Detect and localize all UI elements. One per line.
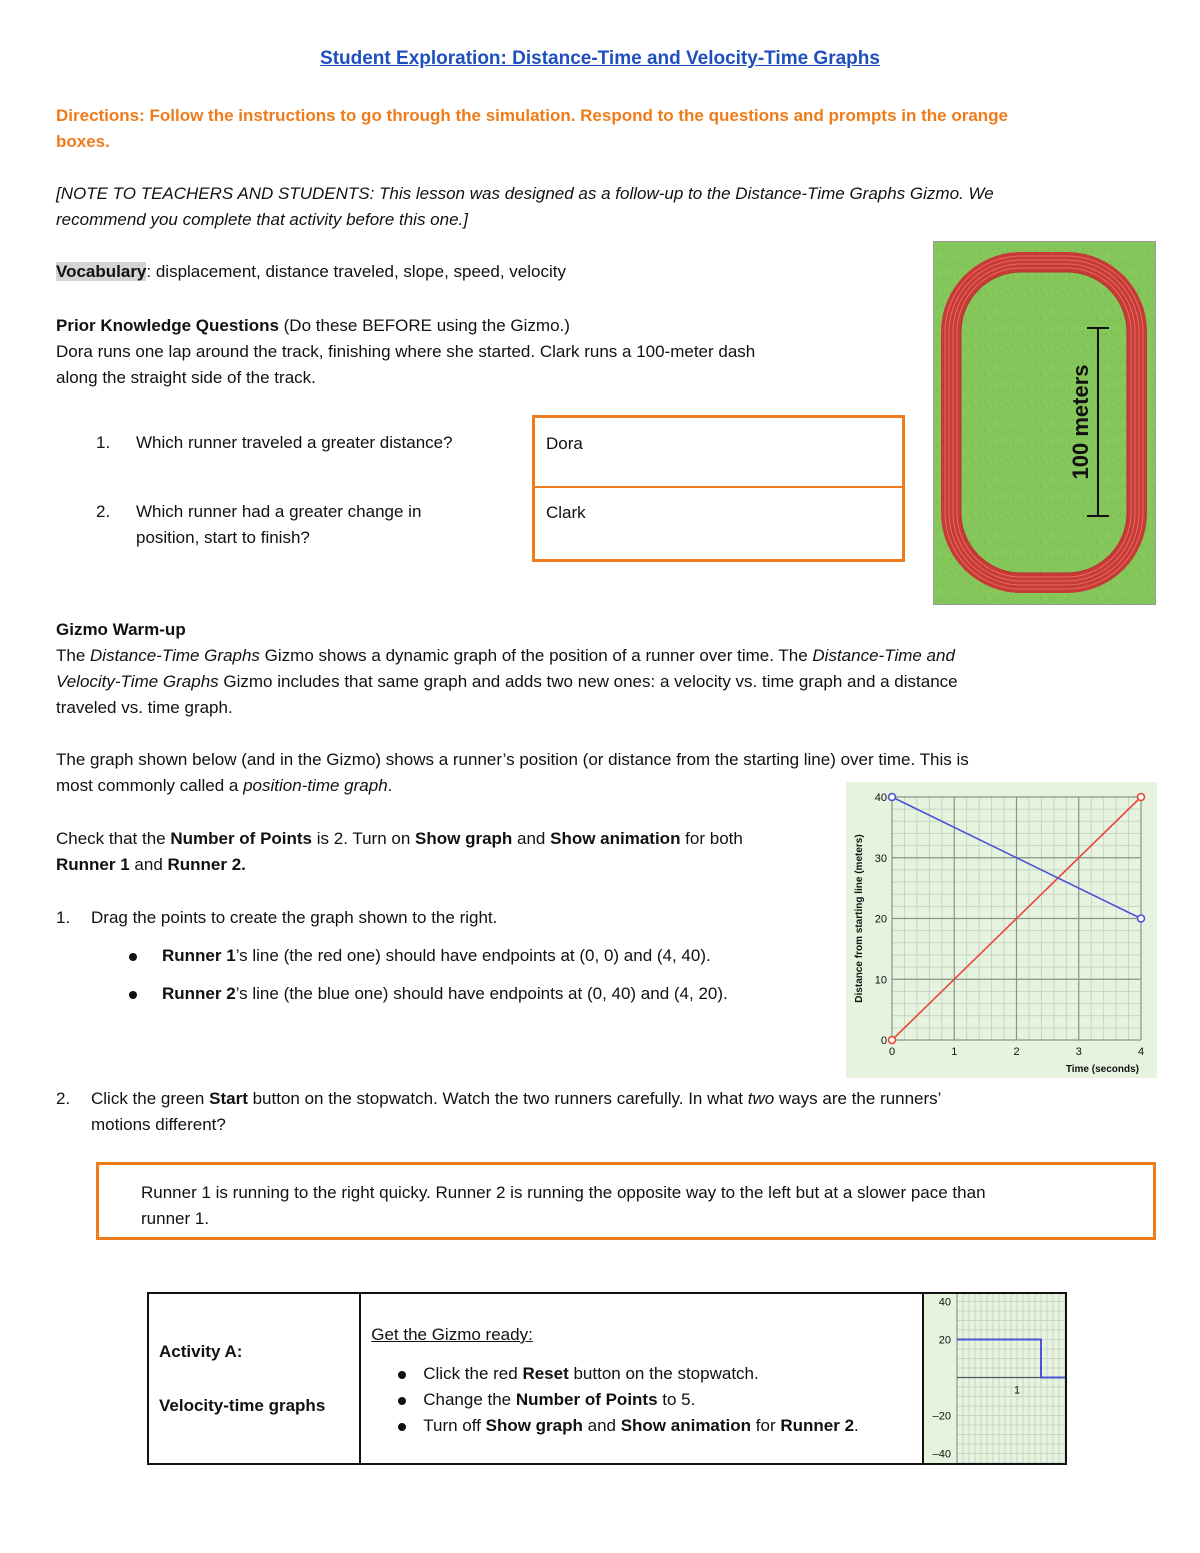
answer-box-prior[interactable] bbox=[532, 415, 905, 562]
warmup-text: traveled vs. time graph. bbox=[56, 698, 233, 717]
bullet-text: to 5. bbox=[657, 1390, 696, 1409]
bullet-text: for bbox=[751, 1416, 781, 1435]
y-tick-label: 20 bbox=[874, 913, 887, 926]
warmup-gizmo-name: Distance-Time and bbox=[812, 646, 955, 665]
bullet-text: ’s line (the red one) should have endpoints at (0, 0) and (4, 40). bbox=[235, 946, 711, 965]
x-tick-label: 3 bbox=[1075, 1046, 1082, 1058]
question-1-text: Which runner traveled a greater distance? bbox=[136, 433, 453, 452]
y-tick-label: 40 bbox=[938, 1296, 951, 1309]
x-tick-label: 0 bbox=[888, 1046, 896, 1058]
y-axis-label: Distance from starting line (meters) bbox=[854, 834, 865, 1003]
runner-1-label: Runner 1 bbox=[162, 946, 236, 965]
question-2-line-2: position, start to finish? bbox=[136, 528, 310, 547]
activity-topic: Velocity-time graphs bbox=[159, 1395, 326, 1415]
answer-box-divider bbox=[535, 486, 902, 488]
bullet-text: and bbox=[582, 1416, 621, 1435]
activity-label-cell bbox=[148, 1293, 360, 1464]
vocabulary-terms: displacement, distance traveled, slope, speed, velocity bbox=[151, 262, 566, 281]
motion-answer-line-2[interactable]: runner 1. bbox=[141, 1209, 210, 1228]
activity-bullet-1 bbox=[423, 1361, 923, 1387]
answer-1[interactable]: Dora bbox=[546, 434, 583, 453]
warmup-text: The graph shown below (and in the Gizmo) shows a runner’s position (or distance from the starting line) over time. This is bbox=[56, 750, 969, 769]
x-tick-label: 2 bbox=[1013, 1046, 1020, 1058]
bullet-text: . bbox=[854, 1416, 859, 1435]
activity-label: Activity A: bbox=[159, 1341, 243, 1361]
warmup-gizmo-name: Distance-Time Graphs bbox=[90, 646, 260, 665]
warmup-text: and bbox=[129, 855, 168, 874]
step-1-text: Drag the points to create the graph shown to the right. bbox=[91, 908, 498, 927]
directions-line-2: boxes. bbox=[56, 132, 110, 151]
vocabulary-colon: : bbox=[146, 262, 152, 281]
warmup-bold: Runner 1 bbox=[56, 855, 130, 874]
step-2-line-2: motions different? bbox=[91, 1115, 226, 1134]
bullet-text: button on the stopwatch. bbox=[568, 1364, 759, 1383]
answer-2[interactable]: Clark bbox=[546, 503, 586, 522]
motion-answer-line-1[interactable]: Runner 1 is running to the right quicky. Runner 2 is running the opposite way to the left but at a slower pace than bbox=[141, 1183, 986, 1202]
x-axis-label: Time (seconds) bbox=[1065, 1064, 1139, 1075]
warmup-gizmo-name: Velocity-Time Graphs bbox=[56, 672, 219, 691]
y-tick-label: –40 bbox=[932, 1448, 951, 1461]
activity-table bbox=[147, 1292, 1067, 1465]
question-number: 2. bbox=[96, 502, 111, 521]
activity-bullet-3 bbox=[423, 1413, 923, 1439]
bullet-text: Click the red bbox=[423, 1364, 523, 1383]
warmup-text: and bbox=[512, 829, 551, 848]
runner-2-label: Runner 2 bbox=[162, 984, 236, 1003]
data-point-runner-2 bbox=[889, 794, 896, 801]
teacher-note bbox=[56, 181, 1126, 233]
bullet-text: Turn off bbox=[423, 1416, 486, 1435]
step-1-number: 1. bbox=[56, 908, 71, 927]
data-point-runner-2 bbox=[1138, 915, 1145, 922]
question-2-text bbox=[136, 499, 526, 551]
data-point-runner-1 bbox=[889, 1037, 896, 1044]
y-tick-label: 30 bbox=[874, 852, 887, 865]
warmup-bold: Runner 2. bbox=[167, 855, 246, 874]
vocabulary-label: Vocabulary bbox=[56, 262, 147, 281]
bullet-icon bbox=[129, 991, 137, 999]
warmup-bold: Number of Points bbox=[170, 829, 313, 848]
y-tick-label: 10 bbox=[874, 974, 887, 987]
warmup-text: for both bbox=[680, 829, 743, 848]
bullet-icon bbox=[398, 1371, 406, 1379]
warmup-text: Gizmo includes that same graph and adds two new ones: a velocity vs. time graph and a distance bbox=[218, 672, 958, 691]
start-label: Start bbox=[209, 1089, 248, 1108]
warmup-term: position-time graph bbox=[243, 776, 388, 795]
warmup-text: most commonly called a bbox=[56, 776, 244, 795]
position-time-chart-svg bbox=[846, 782, 1157, 1078]
warmup-text: Check that the bbox=[56, 829, 171, 848]
activity-bullet-2 bbox=[423, 1387, 923, 1413]
note-line-2: recommend you complete that activity before this one.] bbox=[56, 210, 468, 229]
number-of-points-label: Number of Points bbox=[515, 1390, 658, 1409]
y-tick-label: –20 bbox=[932, 1410, 951, 1423]
data-point-runner-1 bbox=[1138, 794, 1145, 801]
bullet-text: ’s line (the blue one) should have endpoints at (0, 40) and (4, 20). bbox=[235, 984, 728, 1003]
x-tick-label: 4 bbox=[1137, 1046, 1145, 1058]
directions-line-1: Directions: Follow the instructions to go through the simulation. Respond to the questions and prompts in the orange bbox=[56, 106, 1008, 125]
bullet-runner-2 bbox=[162, 981, 842, 1007]
page-title: Student Exploration: Distance-Time and Velocity-Time Graphs bbox=[320, 48, 880, 69]
question-2 bbox=[96, 499, 110, 525]
step-2-part: Click the green bbox=[91, 1089, 210, 1108]
prior-heading-note: (Do these BEFORE using the Gizmo.) bbox=[278, 316, 570, 335]
warmup-text: is 2. Turn on bbox=[312, 829, 416, 848]
warmup-text: Gizmo shows a dynamic graph of the position of a runner over time. The bbox=[259, 646, 813, 665]
show-graph-label: Show graph bbox=[485, 1416, 583, 1435]
prior-heading: Prior Knowledge Questions bbox=[56, 316, 279, 335]
track-image bbox=[933, 241, 1156, 605]
step-2-part: ways are the runners’ bbox=[774, 1089, 942, 1108]
motion-answer[interactable] bbox=[141, 1180, 1141, 1232]
bullet-icon bbox=[398, 1423, 406, 1431]
activity-instructions-cell bbox=[360, 1293, 923, 1464]
question-1 bbox=[96, 430, 110, 456]
prior-line-1: Dora runs one lap around the track, finishing where she started. Clark runs a 100-meter dash bbox=[56, 342, 756, 361]
bullet-text: Change the bbox=[423, 1390, 516, 1409]
note-line-1: [NOTE TO TEACHERS AND STUDENTS: This lesson was designed as a follow-up to the Distance-Time Graphs Gizmo. We bbox=[56, 184, 994, 203]
activity-graph-cell bbox=[923, 1293, 1066, 1464]
warmup-bold: Show animation bbox=[550, 829, 681, 848]
show-animation-label: Show animation bbox=[620, 1416, 752, 1435]
step-2-part: button on the stopwatch. Watch the two runners carefully. In what bbox=[247, 1089, 748, 1108]
question-number: 1. bbox=[96, 433, 111, 452]
x-tick-label: 1 bbox=[951, 1046, 958, 1058]
reset-label: Reset bbox=[522, 1364, 569, 1383]
warmup-text: . bbox=[387, 776, 393, 795]
bullet-icon bbox=[398, 1397, 406, 1405]
warmup-section bbox=[56, 617, 1146, 721]
warmup-text: The bbox=[56, 646, 91, 665]
track-label: 100 meters bbox=[1068, 364, 1093, 480]
position-time-chart bbox=[846, 782, 1157, 1078]
warmup-heading: Gizmo Warm-up bbox=[56, 620, 186, 639]
track-illustration bbox=[934, 242, 1155, 604]
prior-line-2: along the straight side of the track. bbox=[56, 368, 316, 387]
warmup-check bbox=[56, 826, 846, 878]
warmup-bold: Show graph bbox=[415, 829, 513, 848]
step-2-number: 2. bbox=[56, 1089, 71, 1108]
gizmo-ready-heading: Get the Gizmo ready: bbox=[371, 1325, 533, 1344]
y-tick-label: 20 bbox=[938, 1334, 951, 1347]
bullet-icon bbox=[129, 953, 137, 961]
runner-2-label: Runner 2 bbox=[780, 1416, 855, 1435]
bullet-runner-1 bbox=[162, 943, 842, 969]
y-tick-label: 0 bbox=[880, 1035, 887, 1047]
directions bbox=[56, 103, 1136, 155]
prior-knowledge bbox=[56, 313, 916, 391]
vocabulary bbox=[56, 259, 566, 285]
velocity-time-chart-svg bbox=[924, 1294, 1065, 1463]
x-tick-label: 1 bbox=[1013, 1384, 1021, 1397]
question-2-line-1: Which runner had a greater change in bbox=[136, 502, 422, 521]
y-tick-label: 40 bbox=[874, 792, 887, 804]
answer-box-motion[interactable] bbox=[96, 1162, 1156, 1240]
step-2-text bbox=[91, 1086, 1151, 1138]
step-2-emphasis: two bbox=[747, 1089, 775, 1108]
